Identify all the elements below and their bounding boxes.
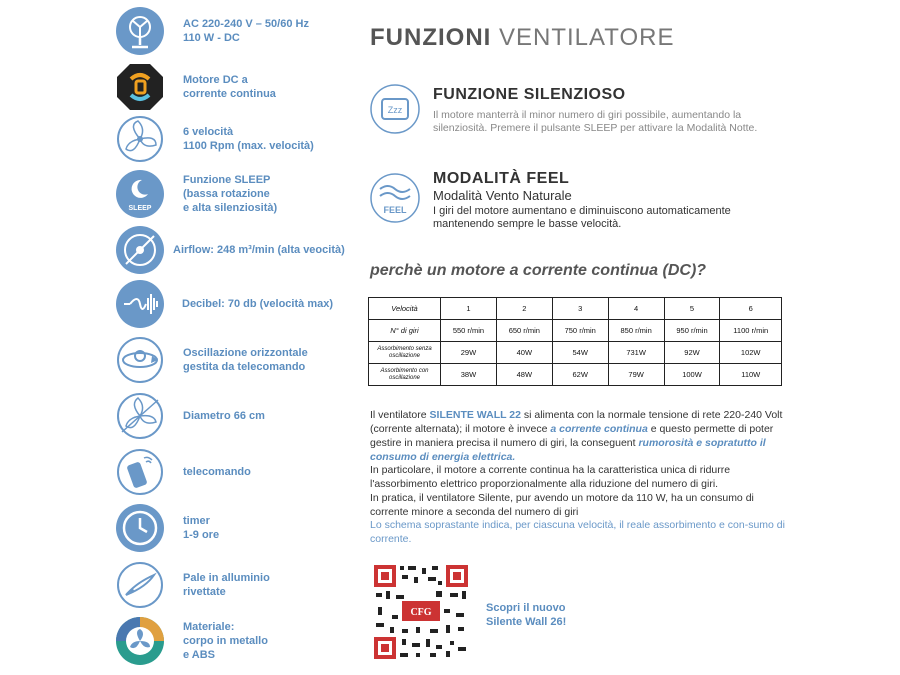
feature-sleep: SLEEP Funzione SLEEP (bassa rotazione e alta silenziosità) (116, 170, 277, 218)
table-cell: 1 (441, 298, 497, 320)
feature-blades: Pale in alluminio rivettate (116, 561, 270, 609)
clock-icon (116, 504, 164, 552)
speed-consumption-table (368, 297, 782, 386)
table-cell: 110W (720, 364, 782, 386)
table-header-osc: Assorbimento con oscillazione (369, 364, 441, 386)
table-cell: 1100 r/min (720, 320, 782, 342)
table-cell: 79W (608, 364, 664, 386)
table-cell: 38W (441, 364, 497, 386)
table-row (369, 320, 782, 342)
diameter-icon (116, 392, 164, 440)
table-row (369, 364, 782, 386)
table-cell: 92W (664, 342, 720, 364)
feature-material: Materiale: corpo in metallo e ABS (116, 617, 268, 665)
feature-fan-power: AC 220-240 V – 50/60 Hz 110 W - DC (116, 7, 309, 55)
table-header-no-osc: Assorbimento senza oscillazione (369, 342, 441, 364)
body-paragraph-2: In particolare, il motore a corrente continua ha la caratteristica unica di ridurre l'assorbimento elettrico proporzionalmente alla riduzione del numero di giri. (370, 464, 731, 490)
sound-wave-icon (116, 280, 164, 328)
table-cell: 3 (552, 298, 608, 320)
table-header-rpm: N° di giri (369, 320, 441, 342)
table-cell: 48W (496, 364, 552, 386)
dc-motor-question: perchè un motore a corrente continua (DC)? (370, 262, 707, 279)
feel-subheading: Modalità Vento Naturale (433, 188, 572, 203)
table-cell: 650 r/min (496, 320, 552, 342)
svg-text:SLEEP: SLEEP (128, 205, 152, 212)
blade-icon (116, 561, 164, 609)
remote-control-icon (116, 448, 164, 496)
table-cell: 102W (720, 342, 782, 364)
svg-text:Zzz: Zzz (387, 105, 403, 115)
qr-code[interactable] (372, 563, 470, 661)
fan-blades-icon (116, 115, 164, 163)
silent-heading: FUNZIONE SILENZIOSO (433, 86, 626, 103)
feature-diameter: Diametro 66 cm (116, 392, 265, 440)
table-cell: 6 (720, 298, 782, 320)
table-cell: 750 r/min (552, 320, 608, 342)
body-paragraph-1: Il ventilatore SILENTE WALL 22 si alimenta con la normale tensione di rete 220-240 Volt (corrente alternata); il motore è invece a corrente continua e questo permette di poter gestire in maniera precisa il numero di giri, la conseguent rumorosità e sopratutto il consumo di energia elettrica. (370, 409, 783, 463)
discover-link[interactable]: Scopri il nuovo Silente Wall 26! (486, 602, 567, 628)
material-icon (116, 617, 164, 665)
table-cell: 5 (664, 298, 720, 320)
feature-airflow: Airflow: 248 m³/min (alta veocità) (116, 226, 345, 274)
table-cell: 54W (552, 342, 608, 364)
oscillation-icon (116, 336, 164, 384)
table-cell: 950 r/min (664, 320, 720, 342)
body-paragraph-3: In pratica, il ventilatore Silente, pur avendo un motore da 110 W, ha un consumo di corrente minore a seconda del numero di giri (370, 492, 754, 518)
table-cell: 62W (552, 364, 608, 386)
table-cell: 100W (664, 364, 720, 386)
table-cell: 550 r/min (441, 320, 497, 342)
fan-icon (116, 7, 164, 55)
feature-oscillation: Oscillazione orizzontale gestita da telecomando (116, 336, 308, 384)
dc-motor-icon (116, 63, 164, 111)
silent-text: Il motore manterrà il minor numero di giri possibile, aumentando la silenziosità. Premere il pulsante SLEEP per attivare la Modalità Notte. (433, 109, 758, 134)
feel-heading: MODALITÀ FEEL (433, 170, 570, 187)
table-row (369, 342, 782, 364)
body-paragraph-4: Lo schema soprastante indica, per ciascuna velocità, il reale assorbimento e con-sumo di corrente. (370, 519, 785, 545)
svg-text:CFG: CFG (410, 607, 432, 618)
feature-timer: timer 1-9 ore (116, 504, 219, 552)
feature-remote: telecomando (116, 448, 251, 496)
table-header-speed: Velocità (369, 298, 441, 320)
svg-text:FEEL: FEEL (383, 205, 407, 215)
feel-wind-icon (370, 173, 420, 223)
feature-speeds: 6 velocità 1100 Rpm (max. velocità) (116, 115, 314, 163)
feature-decibel: Decibel: 70 db (velocità max) (116, 280, 333, 328)
table-cell: 731W (608, 342, 664, 364)
feel-text: I giri del motore aumentano e diminuiscono automaticamente mantenendo sempre le basse velocità. (433, 205, 731, 230)
table-cell: 2 (496, 298, 552, 320)
airflow-icon (116, 226, 164, 274)
table-cell: 850 r/min (608, 320, 664, 342)
sleep-moon-icon (116, 170, 164, 218)
page-title: FUNZIONI VENTILATORE (370, 24, 675, 51)
feature-dc-motor: Motore DC a corrente continua (116, 63, 276, 111)
table-cell: 40W (496, 342, 552, 364)
silent-zzz-icon (370, 84, 420, 134)
table-row (369, 298, 782, 320)
table-cell: 29W (441, 342, 497, 364)
table-cell: 4 (608, 298, 664, 320)
